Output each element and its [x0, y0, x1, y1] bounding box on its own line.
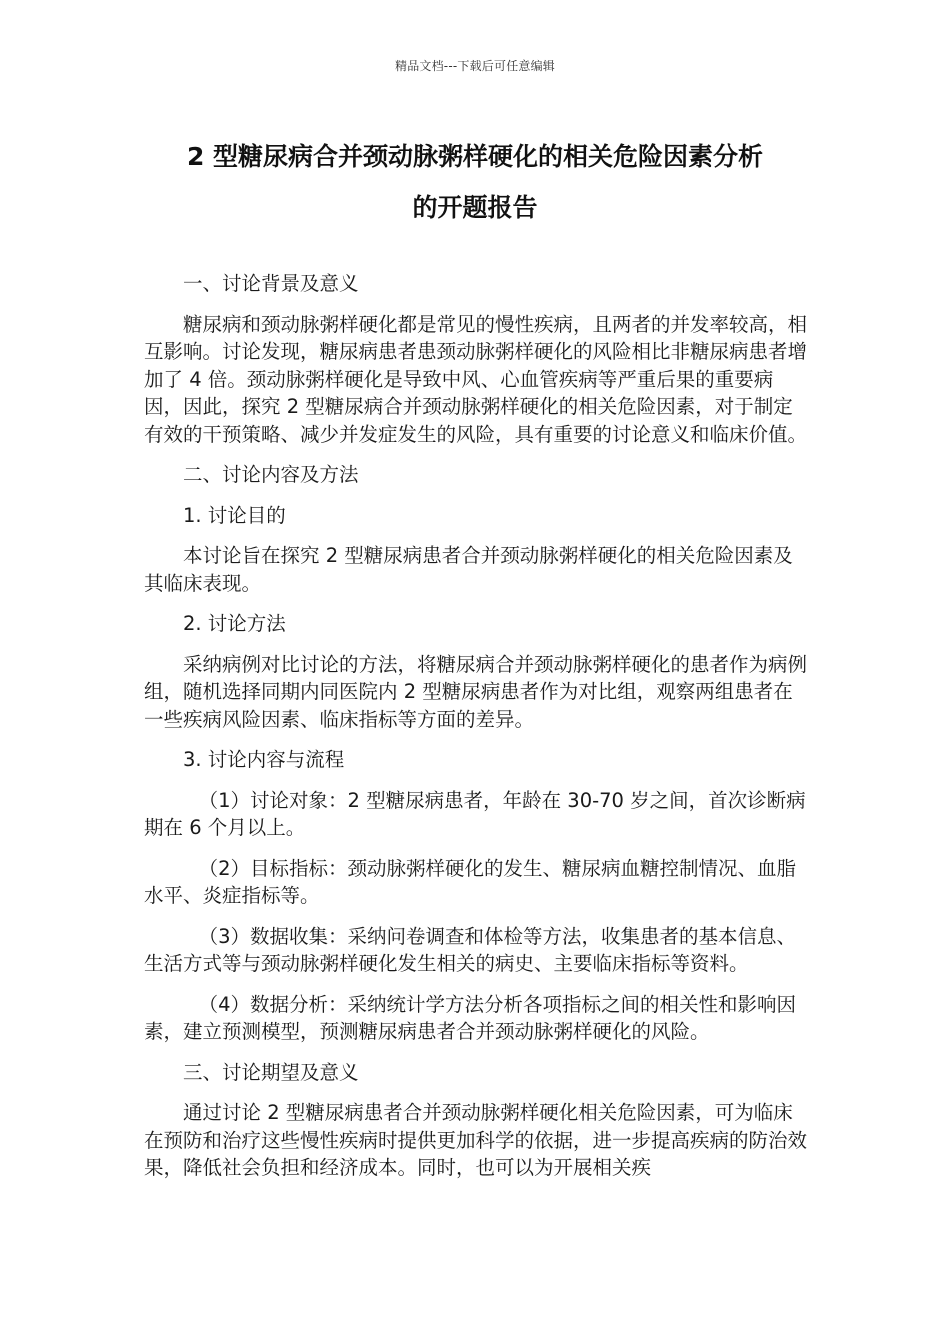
section-2-3-item-3: （3）数据收集：采纳问卷调查和体检等方法，收集患者的基本信息、生活方式等与颈动脉粥样硬化发生相关的病史、主要临床指标等资料。 [144, 924, 797, 975]
section-2-3-item-4: （4）数据分析：采纳统计学方法分析各项指标之间的相关性和影响因素，建立预测模型，预测糖尿病患者合并颈动脉粥样硬化的风险。 [144, 992, 797, 1043]
section-2-2-heading: 2. 讨论方法 [183, 612, 286, 635]
section-2-2-paragraph: 采纳病例对比讨论的方法，将糖尿病合并颈动脉粥样硬化的患者作为病例组，随机选择同期内同医院内 2 型糖尿病患者作为对比组，观察两组患者在一些疾病风险因素、临床指标等方面的差异。 [144, 652, 808, 731]
title-line-1: 2 型糖尿病合并颈动脉粥样硬化的相关危险因素分析 [186, 142, 764, 171]
title-line-2: 的开题报告 [412, 193, 538, 222]
document-title [120, 131, 830, 233]
section-1-paragraph: 糖尿病和颈动脉粥样硬化都是常见的慢性疾病，且两者的并发率较高，相互影响。讨论发现，糖尿病患者患颈动脉粥样硬化的风险相比非糖尿病患者增加了 4 倍。颈动脉粥样硬化是导致中风、心血管疾病等严重后果的重要病因，因此，探究 2 型糖尿病合并颈动脉粥样硬化的相关危险因素，对于制定有效的干预策略、减少并发症发生的风险，具有重要的讨论意义和临床价值。 [144, 312, 808, 446]
section-2-1-paragraph: 本讨论旨在探究 2 型糖尿病患者合并颈动脉粥样硬化的相关危险因素及其临床表现。 [144, 544, 793, 595]
section-2-1-heading: 1. 讨论目的 [183, 503, 286, 527]
document-body [144, 270, 810, 1195]
section-2-3-item-1: （1）讨论对象：2 型糖尿病患者，年龄在 30-70 岁之间，首次诊断病期在 6 个月以上。 [144, 788, 806, 839]
section-2-heading: 二、讨论内容及方法 [183, 463, 359, 486]
section-1-heading: 一、讨论背景及意义 [183, 272, 359, 295]
section-3-heading: 三、讨论期望及意义 [183, 1060, 359, 1084]
section-2-3-heading: 3. 讨论内容与流程 [183, 748, 345, 771]
section-2-3-item-2: （2）目标指标：颈动脉粥样硬化的发生、糖尿病血糖控制情况、血脂水平、炎症指标等。 [144, 856, 797, 907]
section-3-paragraph: 通过讨论 2 型糖尿病患者合并颈动脉粥样硬化相关危险因素，可为临床在预防和治疗这些慢性疾病时提供更加科学的依据，进一步提高疾病的防治效果，降低社会负担和经济成本。同时，也可以为开展相关疾 [144, 1101, 808, 1179]
page-header: 精品文档---下载后可任意编辑 [395, 59, 555, 73]
